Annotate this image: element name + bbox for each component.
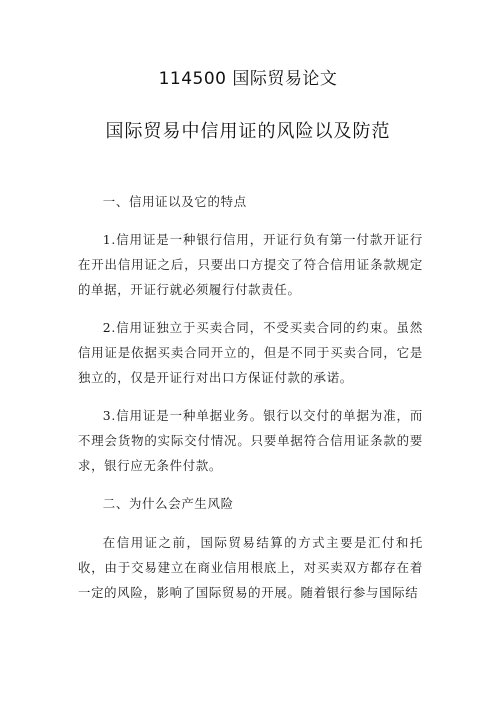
paragraph-4: 在信用证之前，国际贸易结算的方式主要是汇付和托收，由于交易建立在商业信用根底上，对买卖双方都存在着一定的风险，影响了国际贸易的开展。随着银行参与国际结 (78, 535, 423, 600)
section-heading-1: 一、信用证以及它的特点 (102, 194, 247, 209)
paragraph-2: 2.信用证独立于买卖合同，不受买卖合同的约束。虽然信用证是依据买卖合同开立的，但是不同于买卖合同，它是独立的，仅是开证行对出口方保证付款的承诺。 (78, 320, 423, 385)
section-heading-2: 二、为什么会产生风险 (102, 496, 234, 511)
paragraph-3: 3.信用证是一种单据业务。银行以交付的单据为准，而不理会货物的实际交付情况。只要单据符合信用证条款的要求，银行应无条件付款。 (78, 408, 423, 473)
paragraph-1: 1.信用证是一种银行信用，开证行负有第一付款开证行在开出信用证之后，只要出口方提交了符合信用证条款规定的单据，开证行就必须履行付款责任。 (78, 232, 423, 297)
document-main-title: 国际贸易中信用证的风险以及防范 (105, 121, 391, 142)
document-code-title: 114500 国际贸易论文 (158, 69, 338, 89)
